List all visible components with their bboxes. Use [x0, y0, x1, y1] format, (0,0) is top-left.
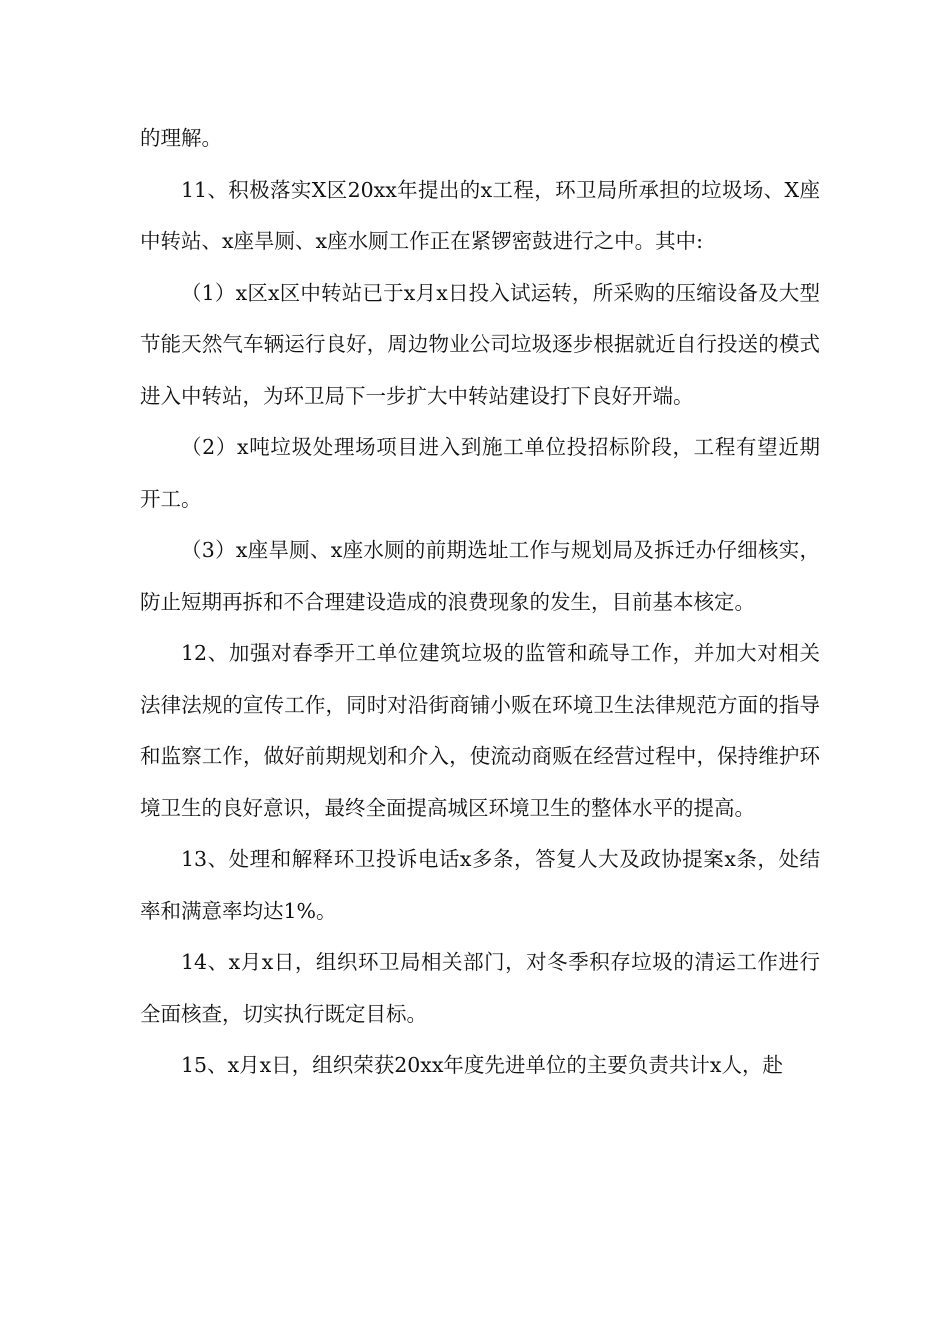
- paragraph-subitem-3: （3）x座旱厕、x座水厕的前期选址工作与规划局及拆迁办仔细核实，防止短期再拆和不合理建设造成的浪费现象的发生，目前基本核定。: [140, 538, 820, 614]
- paragraph-item-15: 15、x月x日，组织荣获20xx年度先进单位的主要负责共计x人，赴: [181, 1053, 783, 1077]
- paragraph-subitem-2: （2）x吨垃圾处理场项目进入到施工单位投招标阶段，工程有望近期开工。: [140, 435, 820, 511]
- paragraph-subitem-1: （1）x区x区中转站已于x月x日投入试运转，所采购的压缩设备及大型节能天然气车辆运行良好，周边物业公司垃圾逐步根据就近自行投送的模式进入中转站，为环卫局下一步扩大中转站建设打下良好开端。: [140, 280, 820, 408]
- paragraph-item-12: 12、加强对春季开工单位建筑垃圾的监管和疏导工作，并加大对相关法律法规的宣传工作，同时对沿街商铺小贩在环境卫生法律规范方面的指导和监察工作，做好前期规划和介入，使流动商贩在经营过程中，保持维护环境卫生的良好意识，最终全面提高城区环境卫生的整体水平的提高。: [140, 641, 820, 820]
- paragraph-item-13: 13、处理和解释环卫投诉电话x多条，答复人大及政协提案x条，处结率和满意率均达1%。: [140, 847, 820, 923]
- paragraph-item-11: 11、积极落实X区20xx年提出的x工程，环卫局所承担的垃圾场、X座中转站、x座旱厕、x座水厕工作正在紧锣密鼓进行之中。其中:: [140, 177, 820, 253]
- paragraph-continuation: 的理解。: [140, 126, 222, 150]
- document-body: [140, 113, 820, 1092]
- paragraph-item-14: 14、x月x日，组织环卫局相关部门，对冬季积存垃圾的清运工作进行全面核查，切实执行既定目标。: [140, 950, 820, 1026]
